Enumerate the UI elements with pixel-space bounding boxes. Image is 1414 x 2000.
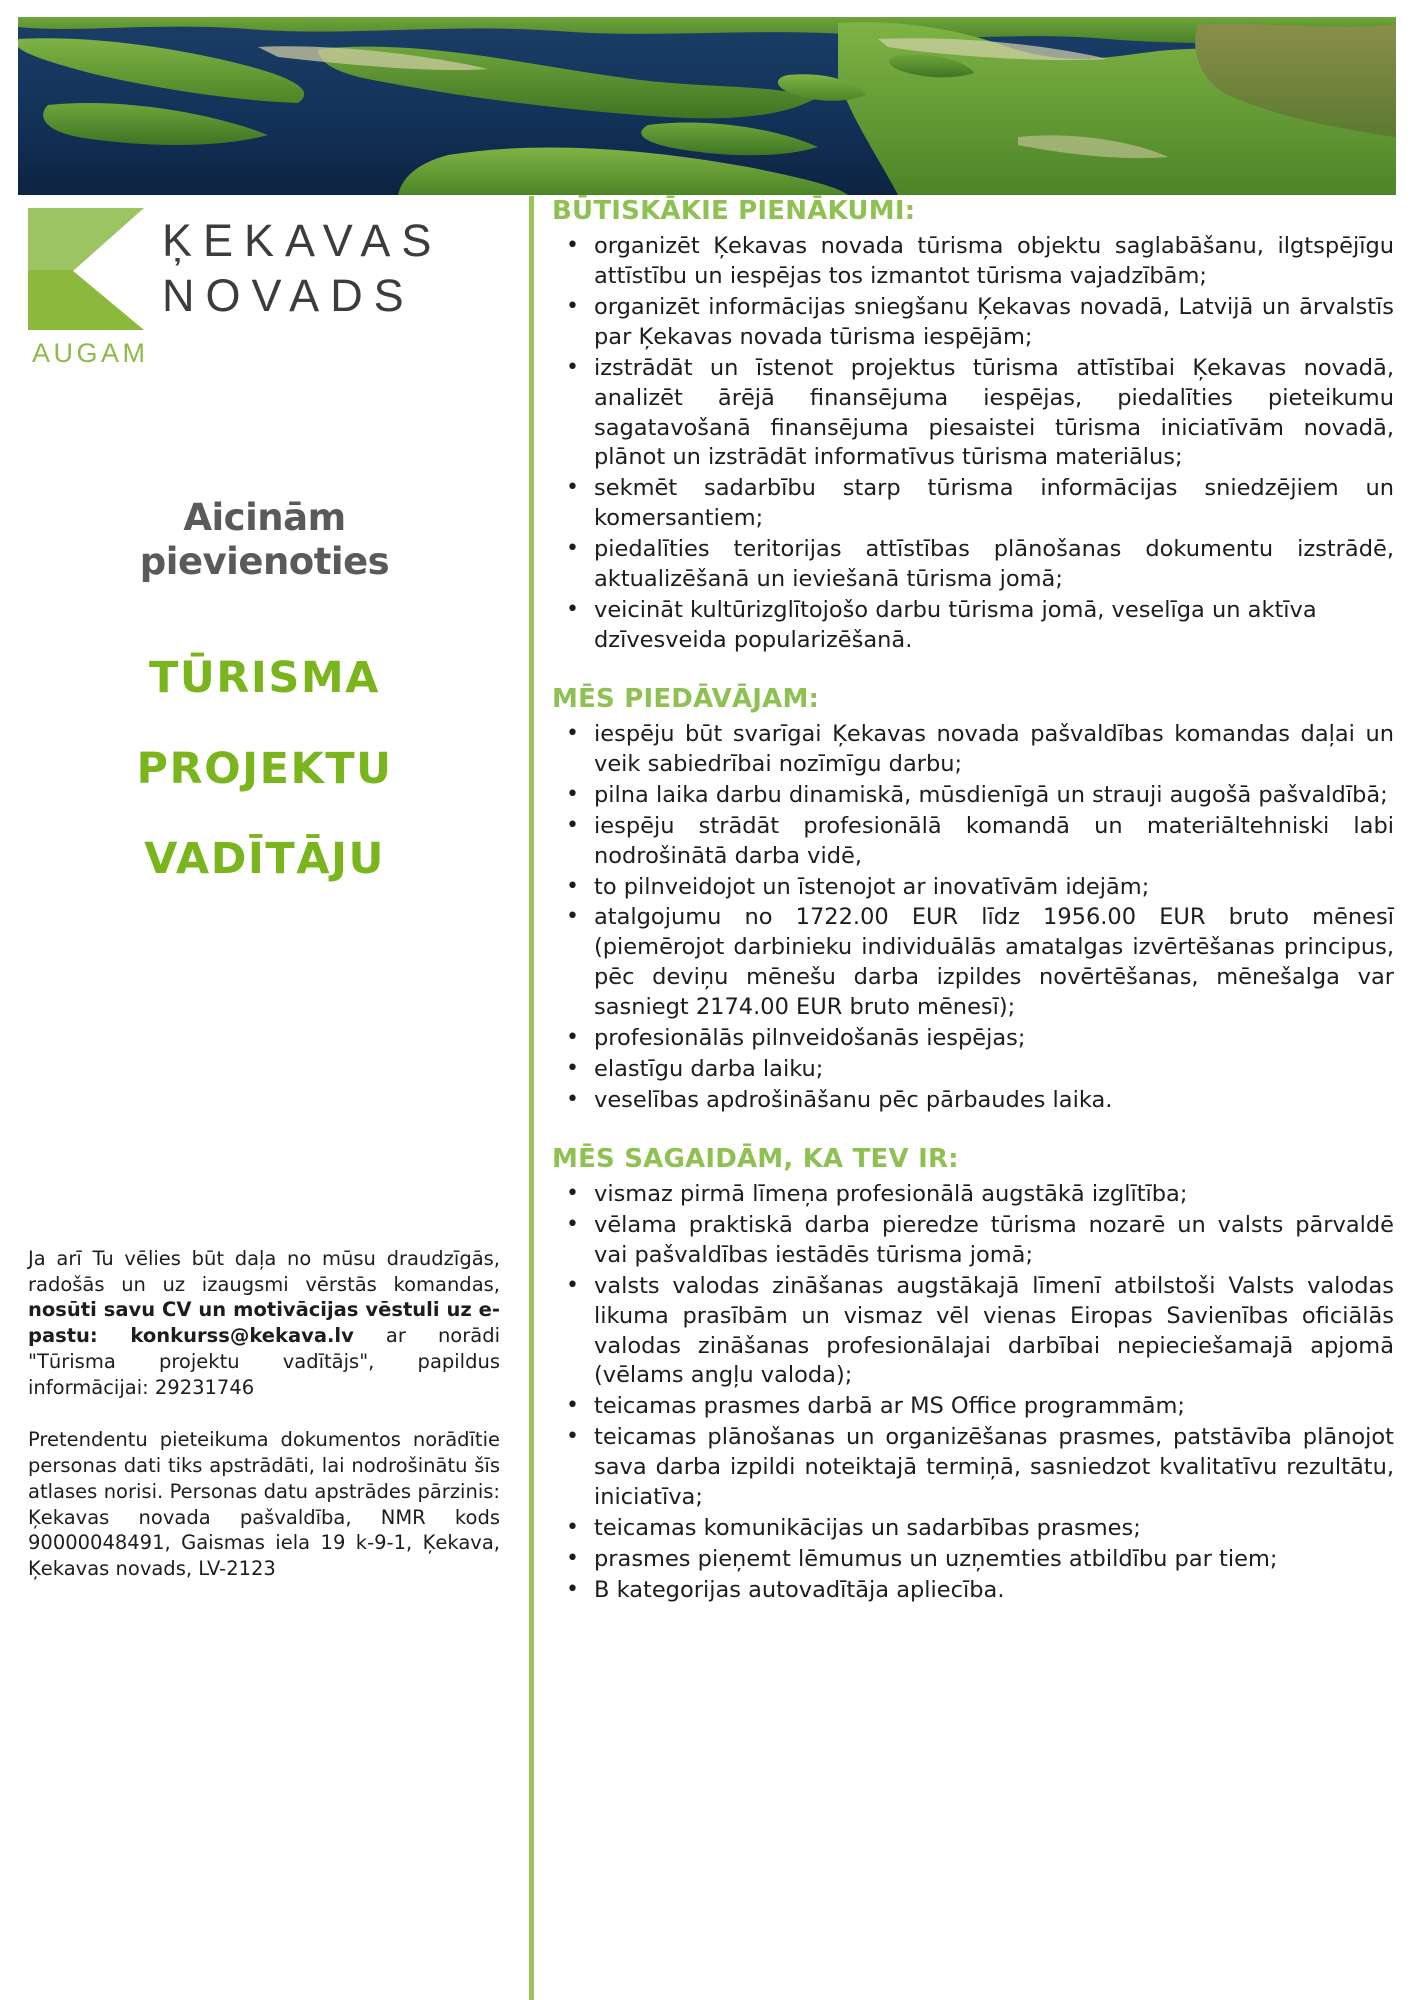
- list-item: • vismaz pirmā līmeņa profesionālā augstākā izglītība;: [592, 1180, 1394, 1210]
- section-offer: [552, 684, 1394, 1116]
- job-title-line-1: TŪRISMA: [149, 653, 380, 704]
- wordmark-line-1: ĶEKAVAS: [162, 215, 443, 266]
- aerial-photo-of-lakes-and-forest: [18, 17, 1396, 195]
- application-instructions-post: ar norādi "Tūrisma projektu vadītājs", papildus informācijai: 29231746: [28, 1324, 501, 1399]
- list-item: • teicamas plānošanas un organizēšanas prasmes, patstāvība plānojot sava darba izpildi noteiktajā termiņā, sasniedzot kvalitatīvu rezultātu, iniciatīva;: [592, 1423, 1394, 1513]
- job-title-line-3: VADĪTĀJU: [144, 833, 385, 884]
- section-duties: [552, 196, 1394, 656]
- right-column: [552, 196, 1394, 1607]
- headline-lead-line-1: Aicinām: [183, 496, 346, 539]
- application-instructions-pre: Ja arī Tu vēlies būt daļa no mūsu draudzīgās, radošās un uz izaugsmi vērstās komandas,: [28, 1247, 500, 1296]
- list-item: • elastīgu darba laiku;: [592, 1055, 1394, 1085]
- headline-lead: [0, 496, 529, 583]
- contact-block: [28, 1246, 500, 1582]
- job-title-line-2: PROJEKTU: [136, 743, 393, 794]
- job-title: [0, 633, 529, 904]
- list-item: • profesionālās pilnveidošanās iespējas;: [592, 1024, 1394, 1054]
- brand-block: [28, 208, 498, 369]
- list-item: • veicināt kultūrizglītojošo darbu tūrisma jomā, veselīga un aktīva dzīvesveida popularizēšanā.: [592, 596, 1394, 656]
- list-item: • valsts valodas zināšanas augstākajā līmenī atbilstoši Valsts valodas likuma prasībām un vismaz vēl vienas Eiropas Savienības oficiālās valodas zināšanas profesionālajai darbībai nepieciešamajā apjomā (vēlams angļu valoda);: [592, 1272, 1394, 1392]
- section-requirements-title: MĒS SAGAIDĀM, KA TEV IR:: [552, 1143, 959, 1174]
- list-item: • organizēt informācijas sniegšanu Ķekavas novadā, Latvijā un ārvalstīs par Ķekavas novada tūrisma iespējām;: [592, 293, 1394, 353]
- headline-block: [0, 496, 529, 904]
- brand-slogan: AUGAM: [32, 338, 149, 368]
- list-item: • teicamas komunikācijas un sadarbības prasmes;: [592, 1514, 1394, 1544]
- list-item: • izstrādāt un īstenot projektus tūrisma attīstībai Ķekavas novadā, analizēt ārējā finansējuma iespējas, piedalīties pieteikumu sagatavošanā finansējuma piesaistei tūrisma iniciatīvām novadā, plānot un izstrādāt informatīvus tūrisma materiālus;: [592, 354, 1394, 474]
- list-item: • teicamas prasmes darbā ar MS Office programmām;: [592, 1392, 1394, 1422]
- application-email-bold[interactable]: nosūti savu CV un motivācijas vēstuli uz e-pastu: konkurss@kekava.lv: [28, 1298, 500, 1348]
- list-item: • atalgojumu no 1722.00 EUR līdz 1956.00 EUR bruto mēnesī (piemērojot darbinieku individuālās amatalgas izvērtēšanas principus, pēc deviņu mēnešu darba izpildes novērtēšanas, mēnešalga var sasniegt 2174.00 EUR bruto mēnesī);: [592, 903, 1394, 1023]
- list-item: • organizēt Ķekavas novada tūrisma objektu saglabāšanu, ilgtspējīgu attīstību un iespējas tos izmantot tūrisma vajadzībām;: [592, 232, 1394, 292]
- kekava-k-logo-icon: [28, 208, 144, 330]
- list-item: • iespēju strādāt profesionālā komandā un materiāltehniski labi nodrošinātā darba vidē,: [592, 812, 1394, 872]
- list-item: • pilna laika darbu dinamiskā, mūsdienīgā un strauji augošā pašvaldībā;: [592, 781, 1394, 811]
- list-item: • sekmēt sadarbību starp tūrisma informācijas sniedzējiem un komersantiem;: [592, 474, 1394, 534]
- section-duties-title: BŪTISKĀKIE PIENĀKUMI:: [552, 196, 916, 226]
- list-item: • B kategorijas autovadītāja apliecība.: [592, 1576, 1394, 1606]
- wordmark-line-2: NOVADS: [162, 269, 415, 321]
- list-item: • piedalīties teritorijas attīstības plānošanas dokumentu izstrādē, aktualizēšanā un ieviešanā tūrisma jomā;: [592, 535, 1394, 595]
- list-item: • iespēju būt svarīgai Ķekavas novada pašvaldības komandas daļai un veik sabiedrībai nozīmīgu darbu;: [592, 720, 1394, 780]
- section-offer-list: [552, 720, 1394, 1116]
- kekava-wordmark: [162, 208, 442, 324]
- section-offer-title: MĒS PIEDĀVĀJAM:: [552, 683, 820, 714]
- headline-lead-line-2: pievienoties: [139, 539, 390, 583]
- section-requirements-list: [552, 1180, 1394, 1606]
- hero-photo: [18, 17, 1396, 195]
- list-item: • veselības apdrošināšanu pēc pārbaudes laika.: [592, 1086, 1394, 1116]
- left-column: [0, 196, 529, 2000]
- privacy-notice: Pretendentu pieteikuma dokumentos norādītie personas dati tiks apstrādāti, lai nodrošinātu šīs atlases norisi. Personas datu apstrādes pārzinis: Ķekavas novada pašvaldība, NMR kods 90000048491, Gaismas iela 19 k-9-1, Ķekava, Ķekavas novads, LV-2123: [28, 1428, 500, 1581]
- list-item: • to pilnveidojot un īstenojot ar inovatīvām idejām;: [592, 873, 1394, 903]
- section-requirements: [552, 1144, 1394, 1606]
- section-duties-list: [552, 232, 1394, 656]
- list-item: • vēlama praktiskā darba pieredze tūrisma nozarē un valsts pārvaldē vai pašvaldības iestādēs tūrisma jomā;: [592, 1211, 1394, 1271]
- application-instructions: [28, 1246, 500, 1400]
- page-body: [0, 196, 1414, 2000]
- list-item: • prasmes pieņemt lēmumus un uzņemties atbildību par tiem;: [592, 1545, 1394, 1575]
- column-divider: [529, 196, 534, 2000]
